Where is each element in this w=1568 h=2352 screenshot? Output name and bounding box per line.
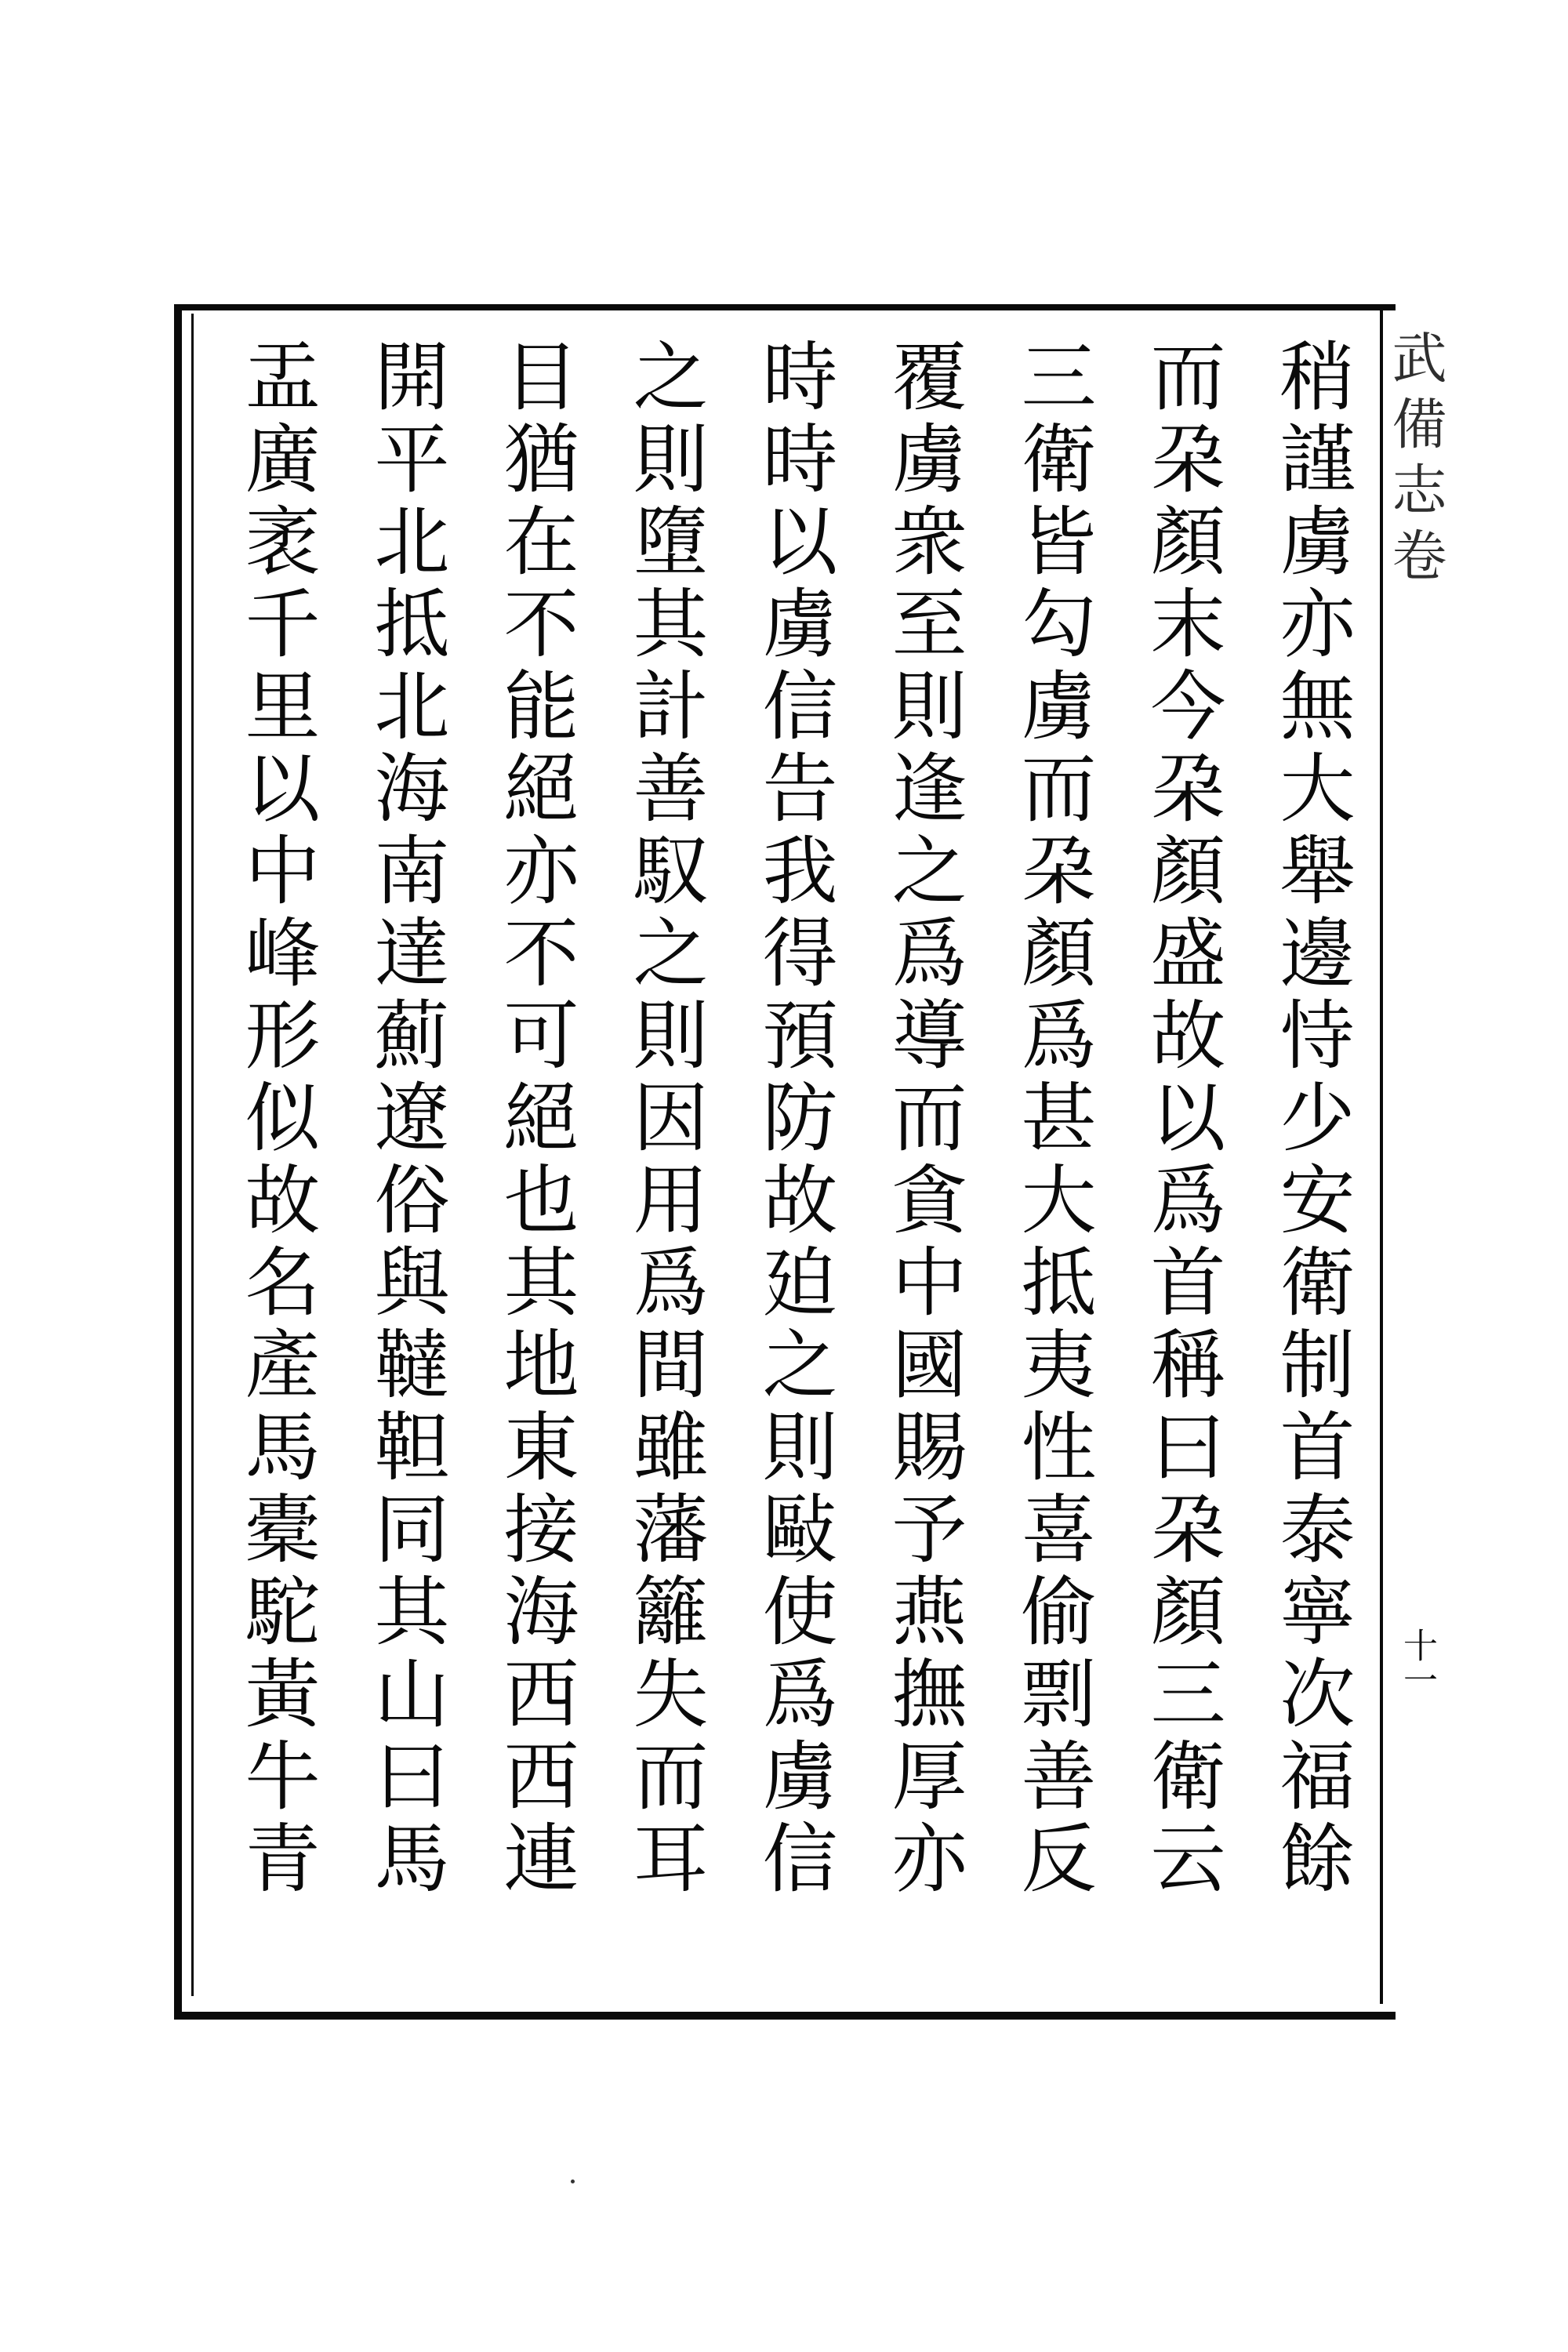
text-column-9: 盂廣袤千里以中峰形似故名產馬橐駝黃牛青 bbox=[233, 337, 321, 1901]
text-column-7: 目猶在不能絕亦不可絕也其地東接海西西連 bbox=[492, 337, 579, 1901]
folio-number: 十一 bbox=[1397, 1628, 1437, 1697]
inner-frame-rule bbox=[191, 314, 194, 1996]
banxin-book-title: 武備志卷 bbox=[1383, 329, 1447, 593]
text-column-5: 時時以虜信告我得預防故廹之則敺使爲虜信 bbox=[750, 337, 838, 1901]
ink-speck bbox=[571, 2180, 575, 2183]
text-column-1: 稍謹虜亦無大舉邊恃少安衛制首泰寧次福餘 bbox=[1268, 337, 1356, 1901]
text-column-8: 開平北抵北海南達薊遼俗與韃靼同其山曰馬 bbox=[362, 337, 450, 1901]
text-column-6: 之則墮其計善馭之則因用爲間雖藩籬失而耳 bbox=[621, 337, 709, 1901]
text-column-3: 三衛皆勾虜而朶顏爲甚大抵夷性喜偷剽善反 bbox=[1009, 337, 1097, 1901]
text-column-2: 而朶顏末今朶顏盛故以爲首稱曰朶顏三衛云 bbox=[1138, 337, 1226, 1901]
main-text-body bbox=[196, 337, 1376, 1991]
text-column-4: 覆虜衆至則逢之爲導而貪中國賜予燕撫厚亦 bbox=[880, 337, 967, 1901]
